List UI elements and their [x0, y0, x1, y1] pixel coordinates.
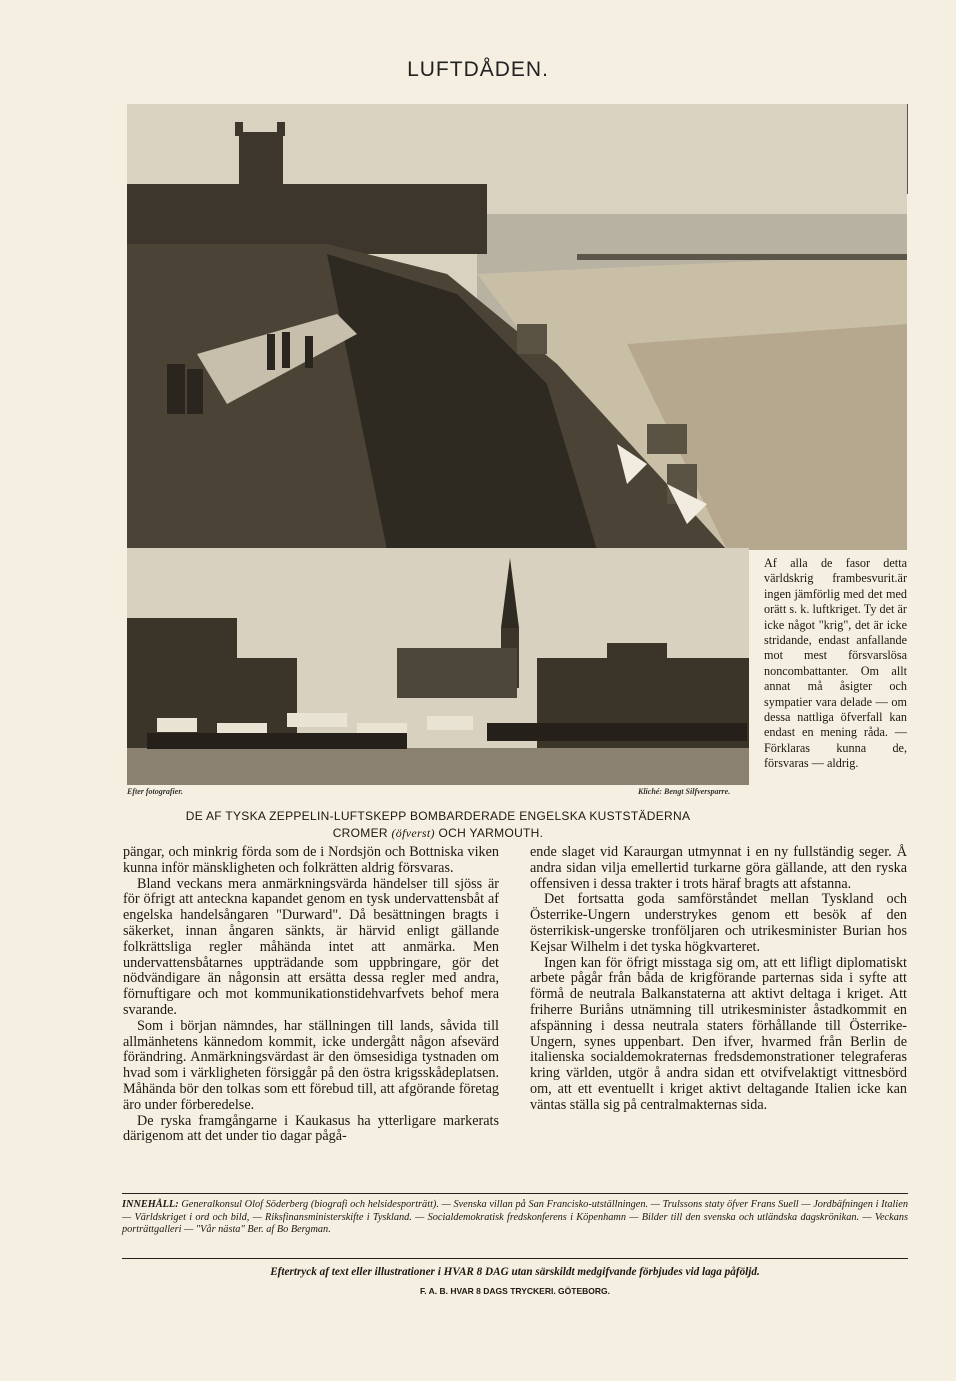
caption-line1: DE AF TYSKA ZEPPELIN-LUFTSKEPP BOMBARDERADE ENGELSKA KUSTSTÄDERNA	[185, 809, 691, 823]
paragraph: Som i början nämndes, har ställningen till lands, såvida till allmänhetens kännedom kommit, icke undergått någon afsevärd förändring. Anmärkningsvärdast är den ömsesidiga tystnaden om hvad som i värkligheten försiggår på den östra krigsskådeplatsen. Måhända bör den tolkas som ett förebud till, att afgörande företag äro under förberedelse.	[123, 1017, 499, 1113]
paragraph: Det fortsatta goda samförståndet mellan Tyskland och Österrike-Ungern understrykes genom ett besök af den österrikisk-ungerske tronföljaren och utrikesminister Burian hos Kejsar Wilhelm i det tyska högkvarteret.	[530, 891, 907, 955]
paragraph: ende slaget vid Karaurgan utmynnat i en ny fullständig seger. Å andra sidan vilja emellertid turkarne göra gällande, att den ryska offensiven i dessa trakter i trots häraf bragts att afstanna.	[530, 844, 907, 892]
paragraph: Ingen kan för öfrigt misstaga sig om, att ett lifligt diplomatiskt arbete pågår från båda de krigförande parternas sida i syfte att förmå de neutrala Balkanstaterna att aktivt deltaga i kriget. Att friherre Buriåns utnämning till utrikesminister åstadkommit en afspänning i dessa neutrala staters förhållande till Österrike-Ungern, synes uppenbart. Den ifver, hvarmed från Berlin de italienska socialdemokraternas fredsdemonstrationer telegraferas kring världen, utgör å andra sidan ett otvifvelaktigt vittnesbörd om, att ett eventuellt i kriget aktivt deltagande Italien icke kan väntas ställa sig på centralmakternas sida.	[530, 954, 907, 1113]
caption-cromer: CROMER	[332, 826, 388, 840]
reprint-notice: Eftertryck af text eller illustrationer i HVAR 8 DAG utan särskildt medgifvande förbjudes vid laga påföljd.	[270, 1266, 760, 1278]
photo-caption	[127, 808, 749, 842]
contents-box	[122, 1199, 908, 1237]
paragraph: De ryska framgångarne i Kaukasus ha ytterligare markerats därigenom att det under tio dagar pågå-	[123, 1112, 499, 1145]
photo-cromer-cliffs	[127, 104, 907, 550]
caption-line2	[127, 825, 749, 842]
cromer-illustration	[127, 104, 907, 550]
running-title: LUFTDÅDEN.	[407, 58, 549, 81]
sidebar-commentary: Af alla de fasor detta världskrig frambesvurit.är ingen jämförlig med det med orätt s. k. luftkriget. Ty det är icke något "krig", det är icke stridande, endast anfallande mot mest försvarslösa noncombattanter. Om allt annat må åsigter och sympatier vara delade — om dessa nattliga öfverfall kan endast en mening råda. — Förklaras kunna de, försvaras — aldrig.	[764, 556, 907, 771]
page-edge-line	[907, 104, 908, 194]
printer-imprint: F. A. B. HVAR 8 DAGS TRYCKERI. GÖTEBORG.	[419, 1286, 610, 1296]
divider-top	[122, 1193, 908, 1194]
photo-yarmouth-town	[127, 548, 749, 785]
caption-yarmouth: OCH YARMOUTH.	[438, 826, 544, 840]
paragraph: Bland veckans mera anmärkningsvärda händelser till sjöss är för öfrigt att anteckna kapandet genom en tysk undervattensbåt af engelska handelsångaren "Durward". Då besättningen bragts i säkerket, innan ångaren sänkts, är härvid enligt gällande folkrättsliga regler måhända intet att anmärka. Men undervattensbåtarnes uppträdande som uppbringare, gör det nödvändigare än någonsin att ersätta dessa regler med andra, förnuftigare och mot kommunikationstidehvarfvets behof mera svarande.	[123, 875, 499, 1018]
divider-bottom	[122, 1258, 908, 1259]
yarmouth-illustration	[127, 548, 749, 785]
article-column-right	[530, 845, 907, 1114]
contents-label: INNEHÅLL:	[122, 1199, 179, 1210]
paragraph: pängar, och minkrig förda som de i Nordsjön och Bottniska viken kunna inför mänskligheten och folkrätten aldrig försvaras.	[123, 844, 499, 876]
photo-credit-right: Kliché: Bengt Silfversparre.	[638, 787, 731, 796]
contents-text: Generalkonsul Olof Söderberg (biografi och helsidesporträtt). — Svenska villan på San Francisko-utställningen. — Trulssons staty öfver Frans Suell — Jordbäfningen i Italien — Världskriget i ord och bild, — Riksfinansministerskifte i Tyskland. — Socialdemokratisk fredskonferens i Köpenhamn — Bilder till den svenska och utländska dagskrönikan. — Veckans porträttgalleri — "Vår nästa" Ber. af Bo Bergman.	[122, 1199, 908, 1236]
caption-above: (öfverst)	[391, 826, 435, 840]
article-column-left	[123, 845, 499, 1145]
photo-credit-left: Efter fotografier.	[127, 787, 183, 796]
